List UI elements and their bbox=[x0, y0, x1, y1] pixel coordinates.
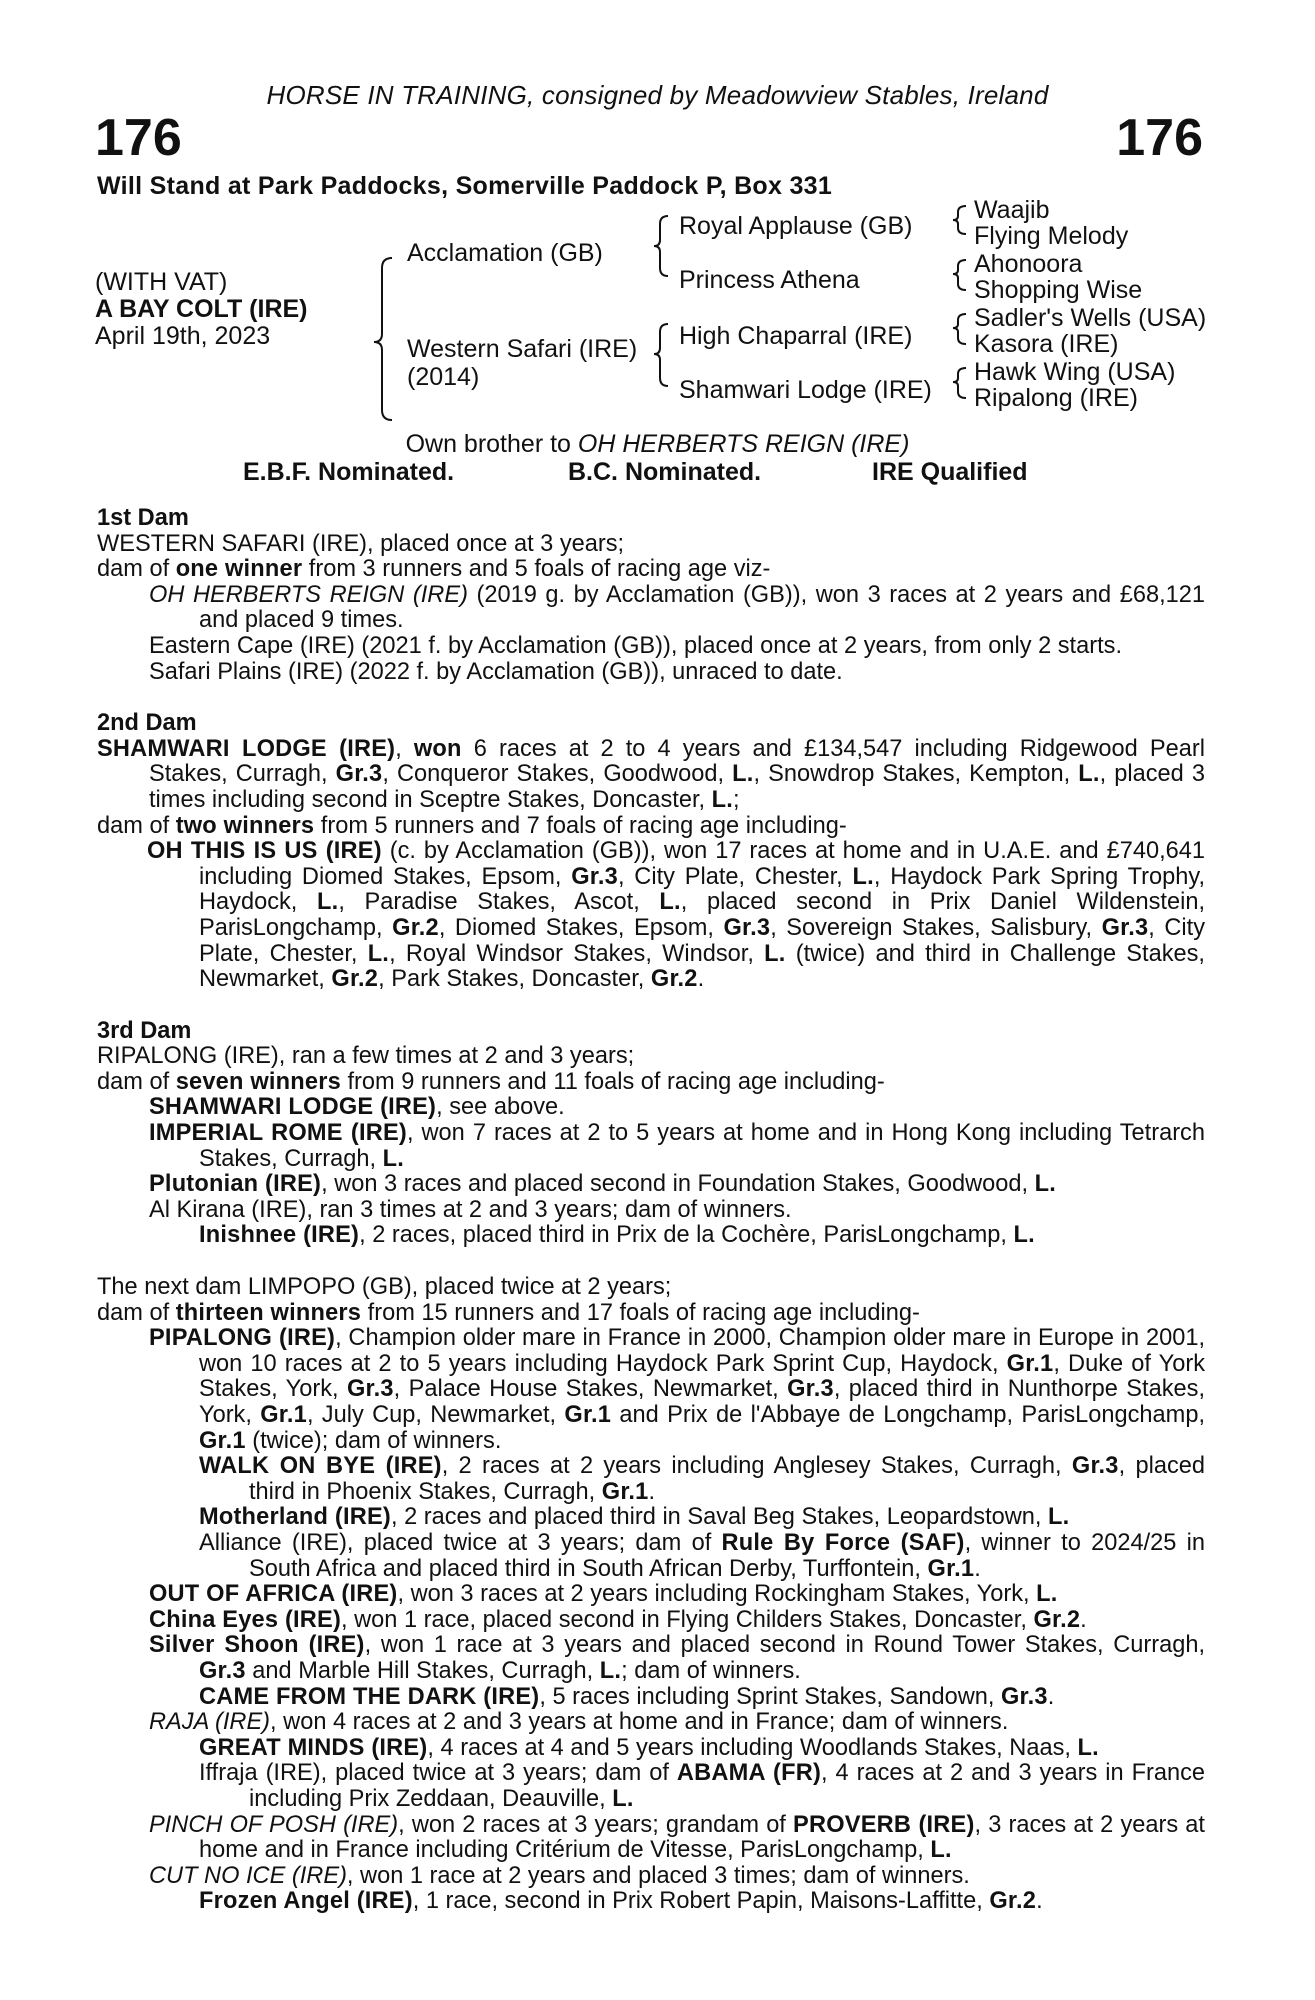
list-item: GREAT MINDS (IRE), 4 races at 4 and 5 years including Woodlands Stakes, Naas, L. bbox=[199, 1734, 1099, 1761]
first-dam-line: WESTERN SAFARI (IRE), placed once at 3 years; bbox=[97, 530, 625, 557]
g3-3: Ahonoora bbox=[974, 250, 1083, 278]
third-dam-heading: 3rd Dam bbox=[97, 1017, 192, 1044]
second-dam-produce: dam of two winners from 5 runners and 7 foals of racing age including- bbox=[97, 812, 847, 839]
sire-sire: Royal Applause (GB) bbox=[679, 212, 913, 240]
dam-dam: Shamwari Lodge (IRE) bbox=[679, 376, 932, 404]
produce-record bbox=[97, 506, 1205, 1941]
own-brother-prefix: Own brother to bbox=[405, 430, 578, 458]
ire-qualified: IRE Qualified bbox=[872, 458, 1028, 486]
own-brother-name: OH HERBERTS REIGN (IRE) bbox=[577, 430, 910, 458]
list-item: Eastern Cape (IRE) (2021 f. by Acclamation (GB)), placed once at 2 years, from only 2 starts. bbox=[149, 632, 1122, 659]
vat-label: (WITH VAT) bbox=[95, 268, 228, 296]
ebf-nominated: E.B.F. Nominated. bbox=[243, 458, 455, 486]
list-item: Frozen Angel (IRE), 1 race, second in Prix Robert Papin, Maisons-Laffitte, Gr.2. bbox=[199, 1888, 1043, 1915]
list-item: Al Kirana (IRE), ran 3 times at 2 and 3 years; dam of winners. bbox=[149, 1196, 792, 1223]
second-dam-line: SHAMWARI LODGE (IRE), won 6 races at 2 to 4 years and £134,547 including Ridgewood Pearl Stakes, Curragh, Gr.3, Conqueror Stakes, Goodwood, L., Snowdrop Stakes, Kempton, L., placed 3 times including second in Sceptre Stakes, Doncaster, L.; bbox=[97, 735, 1205, 813]
next-dam-line: The next dam LIMPOPO (GB), placed twice at 2 years; bbox=[97, 1274, 672, 1301]
list-item: Iffraja (IRE), placed twice at 3 years; dam of ABAMA (FR), 4 races at 2 and 3 years in France including Prix Zeddaan, Deauville, L. bbox=[199, 1760, 1205, 1812]
list-item: Inishnee (IRE), 2 races, placed third in Prix de la Cochère, ParisLongchamp, L. bbox=[199, 1222, 1035, 1249]
list-item: RAJA (IRE), won 4 races at 2 and 3 years at home and in France; dam of winners. bbox=[149, 1709, 1009, 1736]
next-dam-section bbox=[97, 1275, 1205, 1915]
list-item: China Eyes (IRE), won 1 race, placed second in Flying Childers Stakes, Doncaster, Gr.2. bbox=[149, 1606, 1087, 1633]
list-item: Safari Plains (IRE) (2022 f. by Acclamation (GB)), unraced to date. bbox=[149, 658, 843, 685]
third-dam-produce: dam of seven winners from 9 runners and 11 foals of racing age including- bbox=[97, 1068, 885, 1095]
g3-4: Shopping Wise bbox=[974, 276, 1143, 304]
bc-nominated: B.C. Nominated. bbox=[568, 458, 762, 486]
list-item: IMPERIAL ROME (IRE), won 7 races at 2 to 5 years at home and in Hong Kong including Tetrarch Stakes, Curragh, L. bbox=[149, 1120, 1205, 1172]
second-dam-heading: 2nd Dam bbox=[97, 710, 197, 737]
g3-1: Waajib bbox=[974, 196, 1050, 224]
list-item: WALK ON BYE (IRE), 2 races at 2 years including Anglesey Stakes, Curragh, Gr.3, placed third in Phoenix Stakes, Curragh, Gr.1. bbox=[199, 1453, 1206, 1505]
second-dam-section bbox=[97, 711, 1205, 993]
list-item: CAME FROM THE DARK (IRE), 5 races including Sprint Stakes, Sandown, Gr.3. bbox=[199, 1683, 1055, 1710]
list-item: CUT NO ICE (IRE), won 1 race at 2 years and placed 3 times; dam of winners. bbox=[149, 1862, 970, 1889]
sire-name: Acclamation (GB) bbox=[407, 239, 603, 267]
third-dam-section bbox=[97, 1019, 1205, 1249]
list-item: OH THIS IS US (IRE) (c. by Acclamation (GB)), won 17 races at home and in U.A.E. and £740,641 including Diomed Stakes, Epsom, Gr.3, City Plate, Chester, L., Haydock Park Spring Trophy, Haydock, L., Paradise Stakes, Ascot, L., placed second in Prix Daniel Wildenstein, ParisLongchamp, Gr.2, Diomed Stakes, Epsom, Gr.3, Sovereign Stakes, Salisbury, Gr.3, City Plate, Chester, L., Royal Windsor Stakes, Windsor, L. (twice) and third in Challenge Stakes, Newmarket, Gr.2, Park Stakes, Doncaster, Gr.2. bbox=[147, 838, 1206, 993]
stand-location: Will Stand at Park Paddocks, Somerville Paddock P, Box 331 bbox=[97, 172, 833, 200]
list-item: Motherland (IRE), 2 races and placed third in Saval Beg Stakes, Leopardstown, L. bbox=[199, 1504, 1070, 1531]
dam-sire: High Chaparral (IRE) bbox=[679, 322, 913, 350]
consignment-line: HORSE IN TRAINING, consigned by Meadowview Stables, Ireland bbox=[266, 80, 1049, 110]
list-item: PINCH OF POSH (IRE), won 2 races at 3 years; grandam of PROVERB (IRE), 3 races at 2 years at home and in France including Critérium de Vitesse, ParisLongchamp, L. bbox=[149, 1811, 1205, 1864]
list-item: SHAMWARI LODGE (IRE), see above. bbox=[149, 1094, 565, 1121]
g3-5: Sadler's Wells (USA) bbox=[974, 304, 1207, 332]
subject-dob: April 19th, 2023 bbox=[95, 322, 271, 350]
first-dam-heading: 1st Dam bbox=[97, 505, 189, 531]
lot-number-right: 176 bbox=[1116, 109, 1203, 167]
list-item: Alliance (IRE), placed twice at 3 years; dam of Rule By Force (SAF), winner to 2024/25 in South Africa and placed third in South African Derby, Turffontein, Gr.1. bbox=[199, 1529, 1206, 1582]
g3-7: Hawk Wing (USA) bbox=[974, 358, 1176, 386]
list-item: OH HERBERTS REIGN (IRE) (2019 g. by Acclamation (GB)), won 3 races at 2 years and £68,121 and placed 9 times. bbox=[149, 581, 1205, 634]
list-item: Silver Shoon (IRE), won 1 race at 3 years and placed second in Round Tower Stakes, Curragh, Gr.3 and Marble Hill Stakes, Curragh, L.; dam of winners. bbox=[149, 1632, 1206, 1684]
first-dam-produce: dam of one winner from 3 runners and 5 foals of racing age viz- bbox=[97, 556, 771, 583]
g3-2: Flying Melody bbox=[974, 222, 1129, 250]
g3-6: Kasora (IRE) bbox=[974, 330, 1119, 358]
dam-name: Western Safari (IRE) bbox=[407, 335, 638, 363]
lot-number-left: 176 bbox=[95, 109, 182, 167]
list-item: OUT OF AFRICA (IRE), won 3 races at 2 years including Rockingham Stakes, York, L. bbox=[149, 1581, 1058, 1608]
first-dam-section bbox=[97, 506, 1205, 685]
g3-8: Ripalong (IRE) bbox=[974, 384, 1138, 412]
third-dam-line: RIPALONG (IRE), ran a few times at 2 and 3 years; bbox=[97, 1043, 635, 1070]
dam-year: (2014) bbox=[407, 363, 480, 391]
list-item: PIPALONG (IRE), Champion older mare in France in 2000, Champion older mare in Europe in 2001, won 10 races at 2 to 5 years including Haydock Park Sprint Cup, Haydock, Gr.1, Duke of York Stakes, York, Gr.3, Palace House Stakes, Newmarket, Gr.3, placed third in Nunthorpe Stakes, York, Gr.1, July Cup, Newmarket, Gr.1 and Prix de l'Abbaye de Longchamp, ParisLongchamp, Gr.1 (twice); dam of winners. bbox=[149, 1325, 1205, 1454]
sire-dam: Princess Athena bbox=[679, 266, 860, 294]
list-item: Plutonian (IRE), won 3 races and placed second in Foundation Stakes, Goodwood, L. bbox=[149, 1171, 1056, 1198]
pedigree-table bbox=[0, 196, 1315, 426]
subject-name: A BAY COLT (IRE) bbox=[95, 295, 308, 323]
next-dam-produce: dam of thirteen winners from 15 runners and 17 foals of racing age including- bbox=[97, 1299, 920, 1326]
own-brother-note bbox=[0, 430, 1315, 458]
